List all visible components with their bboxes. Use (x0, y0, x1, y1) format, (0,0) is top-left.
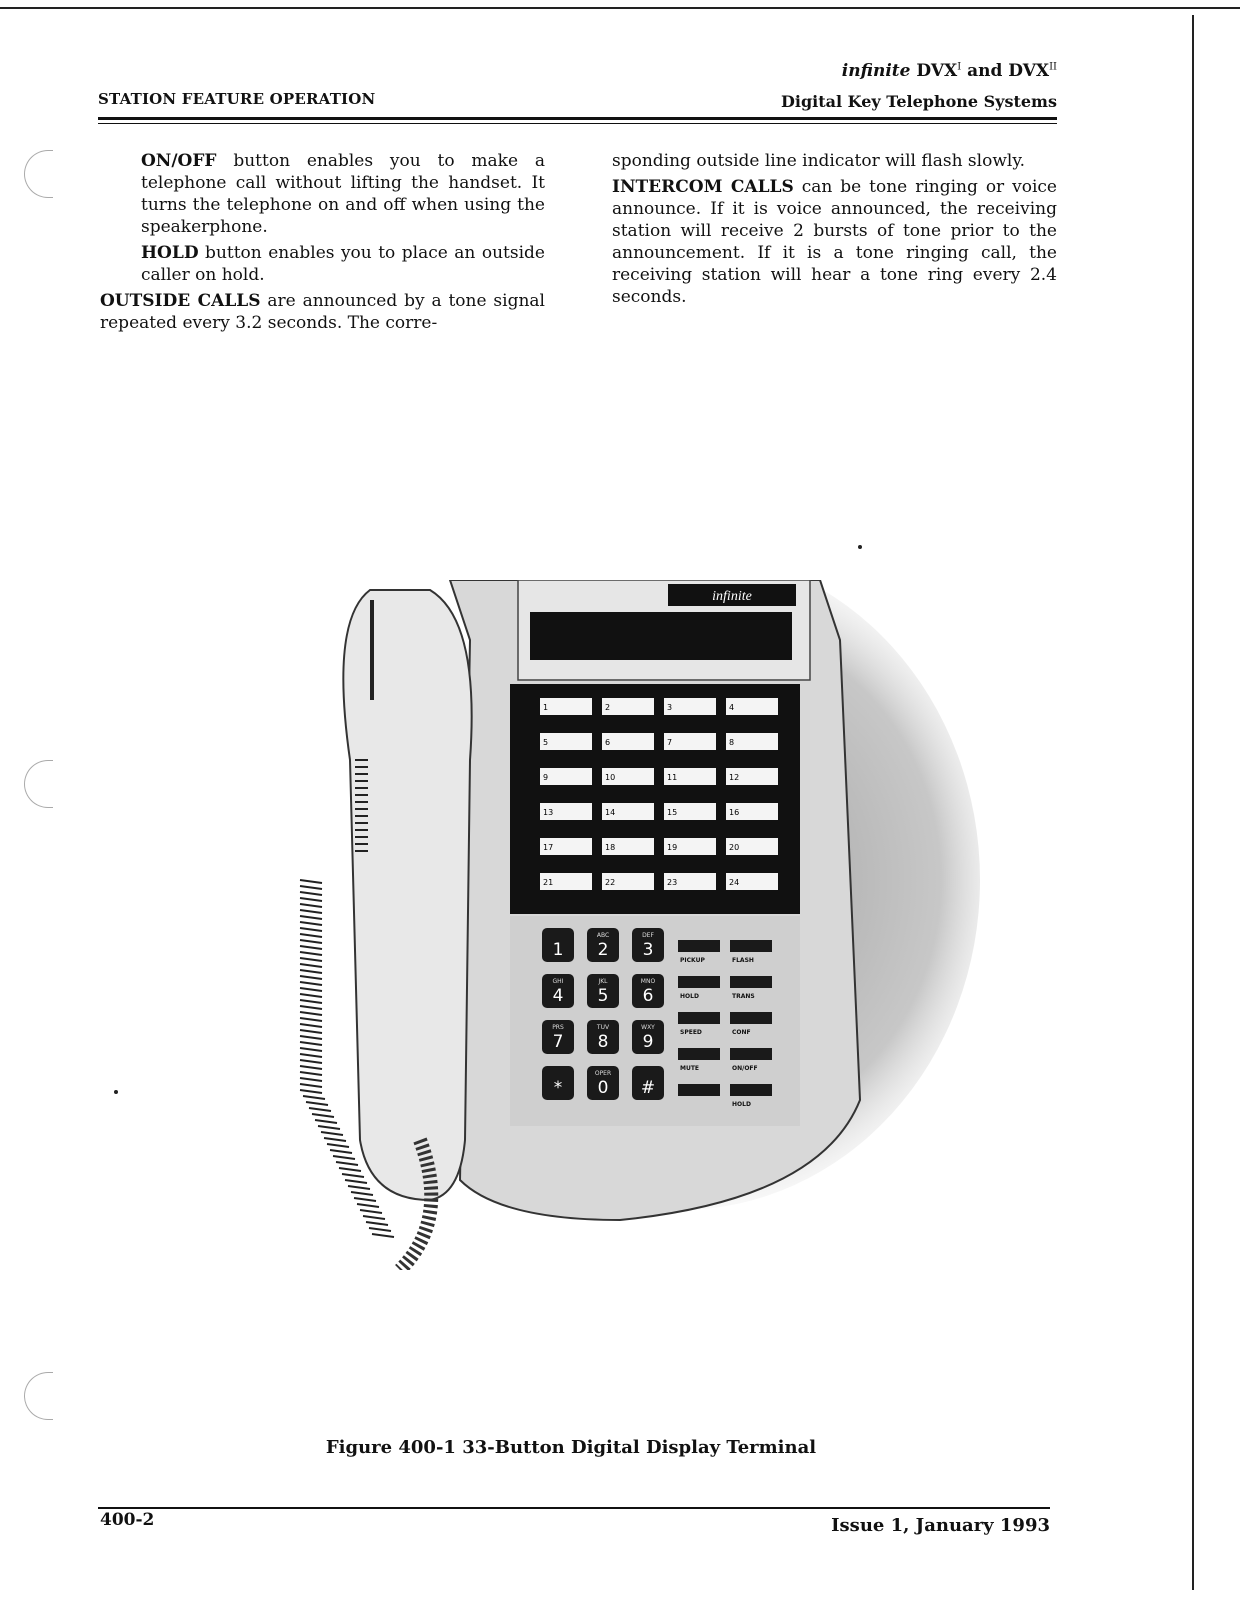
cord-coil (351, 1192, 373, 1195)
text-hold: button enables you to place an outside caller on hold. (141, 243, 545, 285)
cord-coil (342, 1174, 364, 1177)
line-key-label: 23 (667, 878, 678, 887)
cord-coil (300, 1066, 322, 1069)
dial-key-digit: 3 (642, 940, 654, 960)
cord-coil (327, 1144, 349, 1147)
feature-key-label: ON/OFF (732, 1065, 758, 1072)
cord-coil (300, 1024, 322, 1027)
feature-key (730, 1048, 772, 1060)
dial-key-letters: PRS (552, 1024, 564, 1031)
section-title: STATION FEATURE OPERATION (98, 90, 376, 108)
line-key-label: 14 (605, 808, 616, 817)
cord-coil (300, 1018, 322, 1021)
dial-key-digit: 4 (552, 986, 564, 1006)
lcd-display (530, 612, 792, 660)
line-key-label: 10 (605, 773, 616, 782)
feature-key (678, 1012, 720, 1024)
line-key-label: 3 (667, 703, 673, 712)
punch-hole-mark (24, 150, 53, 198)
line-key-label: 6 (605, 738, 611, 747)
product-dvx1: DVX (916, 61, 958, 81)
feature-key-label: PICKUP (680, 957, 705, 964)
cord-coil (300, 952, 322, 955)
cord-coil (324, 1138, 346, 1141)
dial-key-digit: # (640, 1078, 656, 1098)
feature-key-label: SPEED (680, 1029, 702, 1036)
header-rule-thin (98, 123, 1057, 124)
cord-coil (300, 1084, 322, 1087)
term-intercom-calls: INTERCOM CALLS (612, 177, 794, 197)
cord-coil (300, 1036, 322, 1039)
cord-coil (315, 1120, 337, 1123)
product-sup2: II (1049, 61, 1057, 73)
cord-coil (357, 1204, 379, 1207)
cord-coil (360, 1210, 382, 1213)
right-column (612, 150, 1057, 308)
cord-coil (300, 982, 322, 985)
cord-coil (300, 994, 322, 997)
cord-coil (300, 886, 322, 889)
dial-key-digit: 1 (552, 940, 564, 960)
feature-key (730, 1012, 772, 1024)
speck (114, 1090, 118, 1094)
cord-coil (300, 958, 322, 961)
line-key-label: 17 (543, 843, 554, 852)
product-dvx2: DVX (1008, 61, 1050, 81)
feature-key (678, 940, 720, 952)
paragraph-outside-calls (100, 290, 545, 334)
feature-key (730, 940, 772, 952)
product-subtitle: Digital Key Telephone Systems (781, 92, 1057, 111)
dial-key-letters: DEF (642, 932, 654, 939)
dial-key-letters: GHI (552, 978, 564, 985)
cord-coil (300, 964, 322, 967)
cord-coil (300, 940, 322, 943)
dial-key-digit: 9 (642, 1032, 654, 1052)
cord-coil (339, 1168, 361, 1171)
line-key-label: 5 (543, 738, 549, 747)
line-key-label: 13 (543, 808, 554, 817)
dial-key-digit: 0 (597, 1078, 609, 1098)
punch-hole-mark (24, 1372, 53, 1420)
dial-key-letters: ABC (596, 932, 610, 939)
feature-key-label: CONF (732, 1029, 751, 1036)
term-hold: HOLD (141, 243, 199, 263)
cord-coil (300, 904, 322, 907)
line-key-label: 20 (729, 843, 740, 852)
cord-coil (300, 1060, 322, 1063)
paragraph-hold (100, 242, 545, 286)
cord-coil (300, 880, 322, 883)
cord-coil (306, 1102, 328, 1105)
dial-key-letters: WXY (641, 1024, 655, 1031)
line-key-label: 16 (729, 808, 740, 817)
cord-coil (300, 970, 322, 973)
text-intercom-calls: can be tone ringing or voice announce. If it is voice announced, the receiving station will receive 2 bursts of tone prior to the announcement. If it is a tone ringing call, the receiving station will hear a tone ring every 2.4 seconds. (612, 177, 1057, 307)
cord-coil (348, 1186, 370, 1189)
term-on-off: ON/OFF (141, 151, 217, 171)
cord-coil (300, 1012, 322, 1015)
feature-key-label: HOLD (680, 993, 699, 1000)
line-key-label: 22 (605, 878, 616, 887)
dial-key-letters: MNO (640, 978, 656, 985)
issue-date: Issue 1, January 1993 (831, 1515, 1050, 1536)
cord-coil (300, 922, 322, 925)
line-key-label: 7 (667, 738, 673, 747)
cord-coil (318, 1126, 340, 1129)
cord-coil (300, 934, 322, 937)
cord-coil (300, 928, 322, 931)
product-and: and (967, 61, 1003, 81)
cord-coil (336, 1162, 358, 1165)
cord-coil (312, 1114, 334, 1117)
dial-key-digit: 6 (642, 986, 654, 1006)
cord-coil (300, 988, 322, 991)
top-border-line (0, 7, 1240, 9)
product-sup1: I (957, 61, 962, 73)
cord-coil (300, 1000, 322, 1003)
feature-key-label: HOLD (732, 1101, 751, 1108)
cord-coil (309, 1108, 331, 1111)
feature-key (678, 976, 720, 988)
cord-coil (303, 1096, 325, 1099)
feature-key-label: FLASH (732, 957, 754, 964)
cord-coil (300, 1048, 322, 1051)
line-key-label: 8 (729, 738, 735, 747)
speck (858, 545, 862, 549)
page-number: 400-2 (100, 1510, 155, 1530)
cord-coil (300, 976, 322, 979)
line-key-label: 9 (543, 773, 549, 782)
line-key-label: 24 (729, 878, 740, 887)
line-key-label: 18 (605, 843, 616, 852)
cord-coil (300, 1006, 322, 1009)
line-key-label: 21 (543, 878, 554, 887)
cord-coil (300, 916, 322, 919)
feature-key (678, 1048, 720, 1060)
cord-coil (321, 1132, 343, 1135)
paragraph-on-off (100, 150, 545, 238)
cord-coil (300, 946, 322, 949)
cord-coil (354, 1198, 376, 1201)
cord-coil (366, 1222, 388, 1225)
dial-key-letters: JKL (598, 978, 608, 985)
dial-key-digit: 7 (552, 1032, 564, 1052)
paragraph-intercom-calls (612, 176, 1057, 308)
cord-coil (300, 1054, 322, 1057)
dial-key-digit: * (553, 1078, 563, 1098)
right-border-line (1192, 15, 1194, 1590)
dial-key-digit: 2 (597, 940, 609, 960)
dial-key-digit: 8 (597, 1032, 609, 1052)
feature-key-label: TRANS (732, 993, 755, 1000)
cord-coil (300, 1072, 322, 1075)
cord-coil (300, 1090, 322, 1093)
dial-key-letters: TUV (596, 1024, 610, 1031)
footer-rule (98, 1507, 1050, 1509)
product-title (700, 61, 1057, 81)
handset (343, 590, 471, 1200)
text-on-off: button enables you to make a telephone call without lifting the handset. It turns the telephone on and off when using the speakerphone. (141, 151, 545, 237)
cord-coil (300, 910, 322, 913)
feature-key (730, 1084, 772, 1096)
dial-key-letters: OPER (594, 1070, 612, 1077)
product-prefix: infinite (841, 61, 911, 81)
punch-hole-mark (24, 760, 53, 808)
cord-coil (363, 1216, 385, 1219)
term-outside-calls: OUTSIDE CALLS (100, 291, 261, 311)
telephone-figure (260, 580, 980, 1270)
cord-coil (333, 1156, 355, 1159)
line-key-label: 4 (729, 703, 735, 712)
line-key-label: 1 (543, 703, 549, 712)
brand-text: infinite (712, 589, 752, 604)
cord-coil (300, 1078, 322, 1081)
header-rule (98, 117, 1057, 120)
line-key-label: 15 (667, 808, 678, 817)
line-key-label: 2 (605, 703, 611, 712)
feature-key-label: MUTE (680, 1065, 700, 1072)
cord-coil (372, 1234, 394, 1237)
cord-coil (300, 1030, 322, 1033)
line-key-label: 19 (667, 843, 678, 852)
feature-key (678, 1084, 720, 1096)
line-key-label: 12 (729, 773, 740, 782)
paragraph-continuation: sponding outside line indicator will flash slowly. (612, 151, 1026, 171)
line-key-label: 11 (667, 773, 678, 782)
cord-coil (300, 898, 322, 901)
cord-coil (300, 892, 322, 895)
cord-coil (369, 1228, 391, 1231)
cord-coil (330, 1150, 352, 1153)
dial-key-digit: 5 (597, 986, 609, 1006)
feature-key (730, 976, 772, 988)
cord-coil (345, 1180, 367, 1183)
figure-caption: Figure 400-1 33-Button Digital Display Terminal (325, 1437, 817, 1458)
left-column (100, 150, 545, 334)
cord-coil (300, 1042, 322, 1045)
text-outside-calls: are announced by a tone signal repeated every 3.2 seconds. The corre- (100, 291, 545, 333)
